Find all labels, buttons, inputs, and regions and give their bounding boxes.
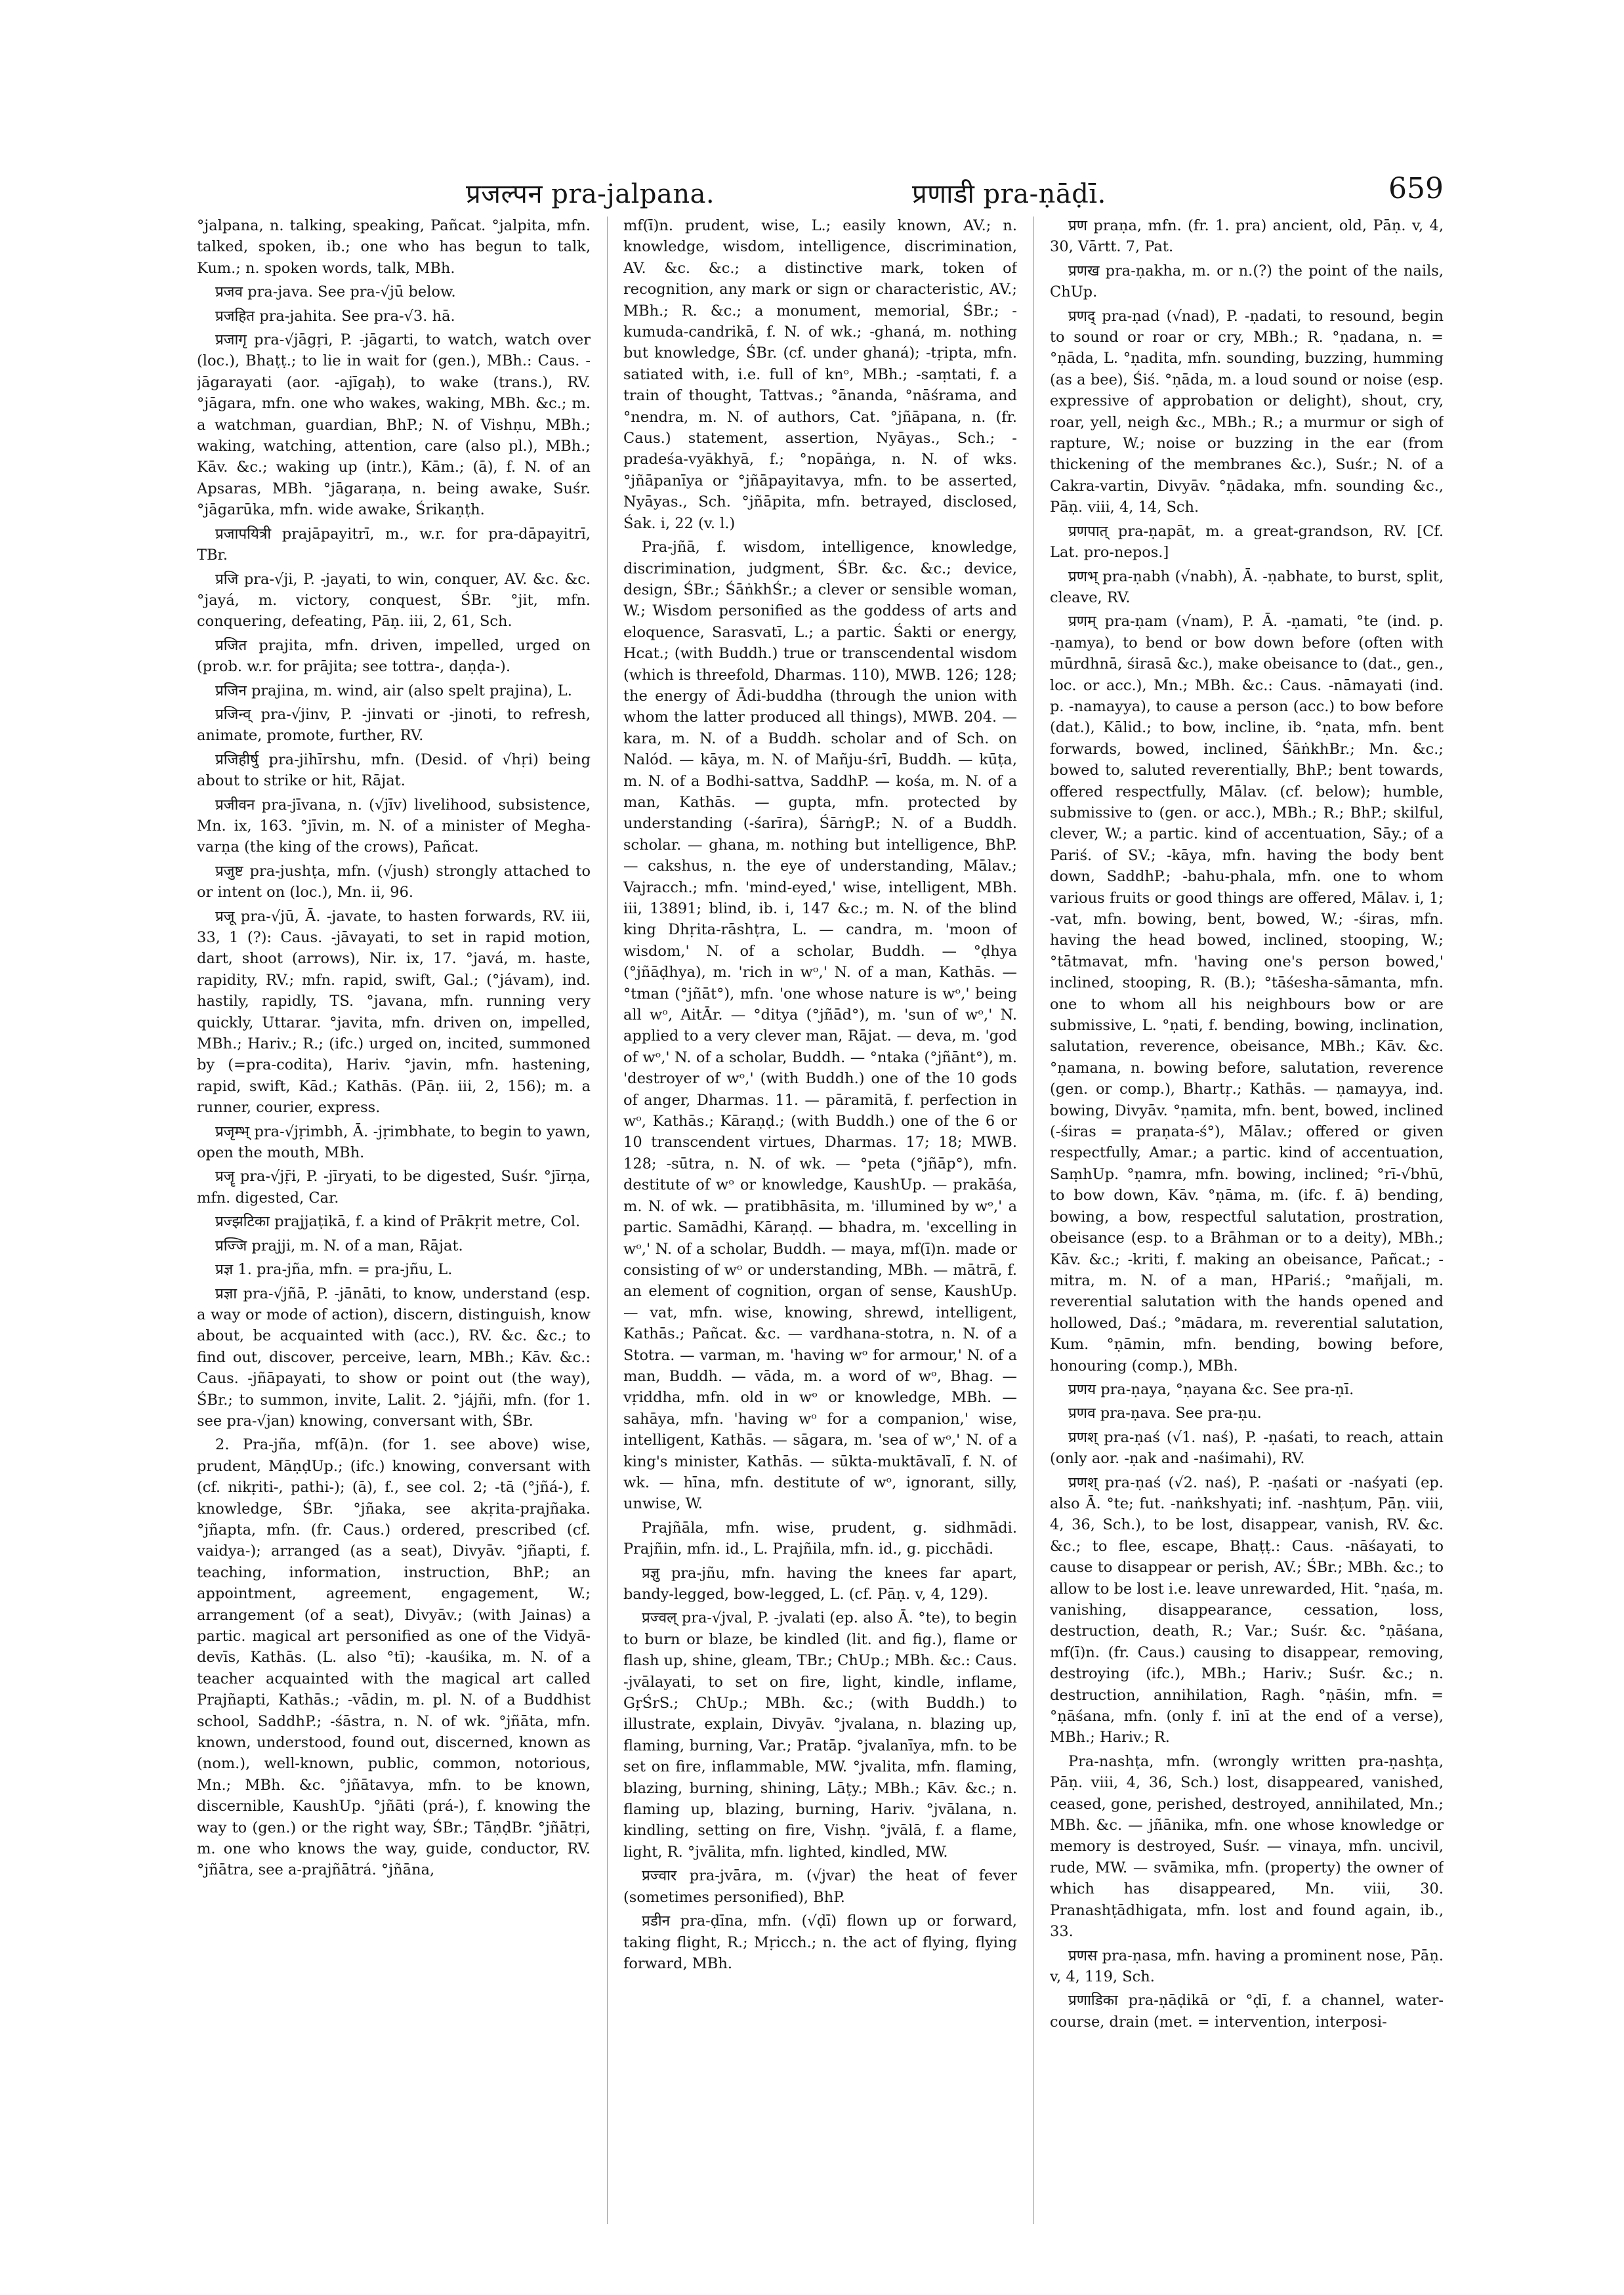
entry: प्रणख pra-ṇakha, m. or n.(?) the point of the nails, ChUp. (1050, 262, 1444, 301)
entry: Prajñāla, mfn. wise, prudent, g. sidhmādi. Prajñin, mfn. id., L. Prajñila, mfn. id., g. picchādi. (623, 1519, 1017, 1558)
entry: प्रज्जि prajji, m. N. of a man, Rājat. (215, 1237, 463, 1254)
column-1 (197, 215, 591, 2249)
running-header (197, 163, 1444, 215)
entry: प्रणभ् pra-ṇabh (√nabh), Ā. -ṇabhate, to burst, split, cleave, RV. (1050, 568, 1444, 606)
entry: प्रजीवन pra-jīvana, n. (√jīv) livelihood, subsistence, Mn. ix, 163. °jīvin, m. N. of a minister of Megha-varṇa (the king of the crows), Pañcat. (197, 796, 591, 856)
entry: प्रणम् pra-ṇam (√nam), P. Ā. -ṇamati, °te (ind. p. -ṇamya), to bend or bow down before (often with mūrdhnā, śirasā &c.), make obeisance to (dat., gen., loc. or acc.), Mn.; MBh. &c.: Caus. -nāmayati (ind. p. -namayya), to cause a person (acc.) to bow before (dat.), Kālid.; to bow, incline, ib. °ṇata, mfn. bent forwards, bowed, inclined, ŚāṅkhBr.; Mn. &c.; bowed to, saluted reverentially, BhP.; bent towards, offered respectfully, Mālav. (cf. below); humble, submissive to (gen. or acc.), MBh.; R.; BhP.; skilful, clever, W.; a partic. kind of accentuation, Sāy.; of a Pariś. of SV.; -kāya, mfn. having the body bent down, SaddhP.; -bahu-phala, mfn. one to whom various fruits or good things are offered, Mālav. i, 1; -vat, mfn. bowing, bent, bowed, W.; -śiras, mfn. having the head bowed, inclined, stooping, W.; °tātmavat, mfn. 'having one's person bowed,' inclined, stooping, R. (B.); °tāśesha-sāmanta, mfn. one to whom all his neighbours bow or are submissive, L. °ṇati, f. bending, bowing, inclination, salutation, reverence, obeisance, MBh.; Kāv. &c. °ṇamana, n. bowing before, salutation, reverence (gen. or comp.), Bhartṛ.; Kathās. — ṇamayya, ind. bowing, Divyāv. °ṇamita, mfn. bent, bowed, inclined (-śiras = praṇata-ś°), Mālav.; offered or given respectfully, Amar.; a partic. kind of accentuation, SaṃhUp. °ṇamra, mfn. bowing, inclined; °rī-√bhū, to bow down, Kāv. °ṇāma, m. (ifc. f. ā) bending, bowing, a bow, respectful salutation, prostration, obeisance (esp. to a Brāhman or to a deity), MBh.; Kāv. &c.; -kriti, f. making an obeisance, Pañcat.; -mitra, m. N. of a man, HPariś.; °mañjali, m. reverential salutation with the hands opened and hollowed, Daś.; °mādara, m. reverential salutation, Kum. °ṇāmin, mfn. bending, bowing before, honouring (comp.), MBh. (1050, 613, 1444, 1375)
entry: Pra-nashṭa, mfn. (wrongly written pra-ṇashṭa, Pāṇ. viii, 4, 36, Sch.) lost, disappeared, vanished, ceased, gone, perished, destroyed, annihilated, Mn.; MBh. &c. — jñānika, mfn. one whose knowledge or memory is destroyed, Suśr. — vinaya, mfn. uncivil, rude, MW. — svāmika, mfn. (property) the owner of which has disappeared, Mn. viii, 30. Pranashṭādhigata, mfn. lost and found again, ib., 33. (1050, 1752, 1444, 1941)
header-left-headword: प्रजल्पन pra-jalpana. (466, 179, 715, 209)
entry: °jalpana, n. talking, speaking, Pañcat. °jalpita, mfn. talked, spoken, ib.; one who has begun to talk, Kum.; n. spoken words, talk, MBh. (197, 217, 591, 277)
entry: प्रणद् pra-ṇad (√nad), P. -ṇadati, to resound, begin to sound or roar or cry, MBh.; R. °ṇadana, n. = °ṇāda, L. °ṇadita, mfn. sounding, buzzing, humming (as a bee), Śiś. °ṇāda, m. a loud sound or noise (esp. expressive of approbation or delight), shout, cry, roar, yell, neigh &c., MBh.; R.; a murmur or sigh of rapture, W.; noise or buzzing in the ear (from thickening of the membranes &c.), Suśr.; N. of a Cakra-vartin, Divyāv. °ṇādaka, mfn. sounding &c., Pāṇ. viii, 4, 14, Sch. (1050, 307, 1444, 516)
entry: प्रणय pra-ṇaya, °ṇayana &c. See pra-ṇī. (1068, 1380, 1354, 1398)
entry: mf(ī)n. prudent, wise, L.; easily known, AV.; n. knowledge, wisdom, intelligence, discrimination, AV. &c. &c.; a distinctive mark, token of recognition, any mark or sign or characteristic, AV.; MBh.; R. &c.; a monument, memorial, ŚBr.; -kumuda-candrikā, f. N. of wk.; -ghaná, m. nothing but knowledge, ŚBr. (cf. under ghaná); -tṛipta, mfn. satiated with, i.e. full of knᵒ, MBh.; -saṃtati, f. a train of thought, Tattvas.; °ānanda, °nāśrama, and °nendra, m. N. of authors, Cat. °jñāpana, n. (fr. Caus.) statement, assertion, Nyāyas., Sch.; -pradeśa-vyākhyā, f.; °nopāṅga, n. N. of wks. °jñāpanīya or °jñāpayitavya, mfn. to be asserted, Nyāyas., Sch. °jñāpita, mfn. betrayed, disclosed, Śak. i, 22 (v. l.) (623, 217, 1017, 532)
entry: Pra-jñā, f. wisdom, intelligence, knowledge, discrimination, judgment, ŚBr. &c. &c.; device, design, ŚBr.; ŚāṅkhŚr.; a clever or sensible woman, W.; Wisdom personified as the goddess of arts and eloquence, Sarasvatī, L.; a partic. Śakti or energy, Hcat.; (with Buddh.) true or transcendental wisdom (which is threefold, Dharmas. 110), MWB. 126; 128; the energy of Ādi-buddha (through the union with whom the latter produced all things), MWB. 204. — kara, m. N. of a Buddh. scholar and of Sch. on Nalód. — kāya, m. N. of Mañju-śrī, Buddh. — kūṭa, m. N. of a Bodhi-sattva, SaddhP. — kośa, m. N. of a man, Kathās. — gupta, mfn. protected by understanding (-śarīra), ŚārṅgP.; N. of a Buddh. scholar. — ghana, m. nothing but intelligence, BhP. — cakshus, n. the eye of understanding, Mālav.; Vajracch.; mfn. 'mind-eyed,' wise, intelligent, MBh. iii, 13891; blind, ib. i, 147 &c.; m. N. of the blind king Dhṛita-rāshṭra, L. — candra, m. 'moon of wisdom,' N. of a scholar, Buddh. — °ḍhya (°jñāḍhya), m. 'rich in wᵒ,' N. of a man, Kathās. — °tman (°jñāt°), mfn. 'one whose nature is wᵒ,' being all wᵒ, AitĀr. — °ditya (°jñād°), m. 'sun of wᵒ,' N. applied to a very clever man, Rājat. — deva, m. 'god of wᵒ,' N. of a scholar, Buddh. — °ntaka (°jñānt°), m. 'destroyer of wᵒ,' (with Buddh.) one of the 10 gods of anger, Dharmas. 11. — pāramitā, f. perfection in wᵒ, Kathās.; Kāraṇḍ.; (with Buddh.) one of the 6 or 10 transcendent virtues, Dharmas. 17; 18; MWB. 128; -sūtra, n. N. of wk. — °peta (°jñāp°), mfn. destitute of wᵒ or knowledge, KaushUp. — prakāśa, m. N. of wk. — pratibhāsita, m. 'illumined by wᵒ,' a partic. Samādhi, Kāraṇḍ. — bhadra, m. 'excelling in wᵒ,' N. of a scholar, Buddh. — maya, mf(ī)n. made or consisting of wᵒ or understanding, MBh. — mātrā, f. an element of cognition, organ of sense, KaushUp. — vat, mfn. wise, knowing, shrewd, intelligent, Kathās.; Pañcat. &c. — vardhana-stotra, n. N. of a Stotra. — varman, m. 'having wᵒ for armour,' N. of a man, Buddh. — vāda, m. a word of wᵒ, Bhag. — vṛiddha, mfn. old in wᵒ or knowledge, MBh. — sahāya, mfn. 'having wᵒ for a companion,' wise, intelligent, Kathās. — sāgara, m. 'sea of wᵒ,' N. of a king's minister, Kathās. — sūkta-muktāvalī, f. N. of wk. — hīna, mfn. destitute of wᵒ, ignorant, silly, unwise, W. (623, 539, 1017, 1513)
entry: प्रजापयित्री prajāpayitrī, m., w.r. for pra-dāpayitrī, TBr. (197, 525, 591, 564)
entry: प्रज्झटिका prajjaṭikā, f. a kind of Prākṛit metre, Col. (215, 1213, 581, 1231)
entry: 2. Pra-jña, mf(ā)n. (for 1. see above) wise, prudent, MāṇḍUp.; (ifc.) knowing, conversant with (cf. nikṛiti-, pathi-); (ā), f., see col. 2; -tā (°jñá-), f. knowledge, ŚBr. °jñaka, see akṛita-prajñaka. °jñapta, mfn. (fr. Caus.) ordered, prescribed (cf. vaidya-); arranged (as a seat), Divyāv. °jñapti, f. teaching, information, instruction, BhP.; an appointment, agreement, engagement, W.; arrangement (of a seat), Divyāv.; (with Jainas) a partic. magical art personified as one of the Vidyā-devīs, Kathās. (L. also °tī); -kauśika, m. N. of a teacher acquainted with the magical art called Prajñapti, Kathās.; -vādin, m. pl. N. of a Buddhist school, SaddhP.; -śāstra, n. N. of wk. °jñāta, mfn. known, understood, found out, discerned, known as (nom.), well-known, public, common, notorious, Mn.; MBh. &c. °jñātavya, mfn. to be known, discernible, KaushUp. °jñāti (prá-), f. knowing the way to (gen.) or the right way, ŚBr.; TāṇḍBr. °jñātṛi, m. one who knows the way, guide, conductor, RV. °jñātra, see a-prajñātrá. °jñāna, (197, 1436, 591, 1879)
entry: प्रज्ञु pra-jñu, mfn. having the knees far apart, bandy-legged, bow-legged, L. (cf. Pāṇ. v, 4, 129). (623, 1564, 1017, 1603)
entry: प्रणश् pra-ṇaś (√1. naś), P. -ṇaśati, to reach, attain (only aor. -ṇak and -naśimahi), RV. (1050, 1428, 1444, 1468)
entry: प्रज्ञा pra-√jñā, P. -jānāti, to know, understand (esp. a way or mode of action), discern, distinguish, know about, be acquainted with (acc.), RV. &c. &c.; to find out, discover, perceive, learn, MBh.; Kāv. &c.: Caus. -jñāpayati, to show or point out (the way), ŚBr.; to summon, invite, Lalit. 2. °jájñi, mfn. (for 1. see pra-√jan) knowing, conversant with, ŚBr. (197, 1285, 591, 1430)
entry: प्रजॄ pra-√jṝi, P. -jīryati, to be digested, Suśr. °jīrṇa, mfn. digested, Car. (197, 1168, 591, 1207)
entry: प्रजिन्व् pra-√jinv, P. -jinvati or -jinoti, to refresh, animate, promote, further, RV. (197, 705, 591, 745)
entry: प्रज्ञ 1. pra-jña, mfn. = pra-jñu, L. (215, 1261, 453, 1279)
entry: प्रणाडिका pra-ṇāḍikā or °ḍī, f. a channel, water-course, drain (met. = intervention, interposi- (1050, 1992, 1444, 2031)
header-right-headword: प्रणाडी pra-ṇāḍī. (912, 179, 1106, 209)
column-3 (1050, 215, 1444, 2249)
entry: प्रज्वल् pra-√jval, P. -jvalati (ep. also Ā. °te), to begin to burn or blaze, be kindled (lit. and fig.), flame or flash up, shine, gleam, TBr.; ChUp.; MBh. &c.: Caus. -jvālayati, to set on fire, light, kindle, inflame, GṛŚrS.; ChUp.; MBh. &c.; (with Buddh.) to illustrate, explain, Divyāv. °jvalana, n. blazing up, flaming, burning, Var.; Pratāp. °jvalanīya, mfn. to be set on fire, inflammable, MW. °jvalita, mfn. flaming, blazing, burning, shining, Lāṭy.; MBh.; Kāv. &c.; n. flaming up, blazing, burning, Hariv. °jvālana, n. kindling, setting on fire, Vishṇ. °jvālā, f. a flame, light, R. °jvālita, mfn. lighted, kindled, MW. (623, 1609, 1017, 1861)
entry: प्रजृम्भ् pra-√jṛimbh, Ā. -jṛimbhate, to begin to yawn, open the mouth, MBh. (197, 1123, 591, 1162)
entry: प्रजहित pra-jahita. See pra-√3. hā. (215, 307, 455, 325)
entry: प्रजि pra-√ji, P. -jayati, to win, conquer, AV. &c. &c. °jayá, m. victory, conquest, ŚBr. °jit, mfn. conquering, defeating, Pāṇ. iii, 2, 61, Sch. (197, 570, 591, 631)
entry: प्रजू pra-√jū, Ā. -javate, to hasten forwards, RV. iii, 33, 1 (?): Caus. -jāvayati, to set in rapid motion, dart, shoot (arrows), Nir. ix, 17. °javá, m. haste, rapidity, RV.; mfn. rapid, swift, Gal.; (°jávam), ind. hastily, rapidly, TS. °javana, mfn. running very quickly, Uttarar. °javita, mfn. driven on, impelled, MBh.; Hariv.; R.; (ifc.) urged on, incited, summoned by (=pra-codita), Hariv. °javin, mfn. hastening, rapid, swift, Kād.; Kathās. (Pāṇ. iii, 2, 156); m. a runner, courier, express. (197, 907, 591, 1117)
entry: प्रणश् pra-ṇaś (√2. naś), P. -ṇaśati or -naśyati (ep. also Ā. °te; fut. -naṅkshyati; inf. -nashṭum, Pāṇ. viii, 4, 36, Sch.), to be lost, disappear, vanish, RV. &c. &c.; to flee, escape, Bhaṭṭ.: Caus. -nāśayati, to cause to disappear or perish, AV.; ŚBr.; MBh. &c.; to allow to be lost i.e. leave unrewarded, Hit. °ṇaśa, m. vanishing, disappearance, cessation, loss, destruction, death, R.; Var.; Suśr. &c. °ṇāśana, mf(ī)n. (fr. Caus.) causing to disappear, removing, destroying (ifc.), MBh.; Hariv.; Suśr. &c.; n. destruction, annihilation, Ragh. °ṇāśin, mfn. = °ṇāśana, mfn. (only f. inī at the end of a verse), MBh.; Hariv.; R. (1050, 1474, 1444, 1747)
page-number: 659 (1388, 172, 1444, 205)
entry: प्रजागृ pra-√jāgṛi, P. -jāgarti, to watch, watch over (loc.), Bhaṭṭ.; to lie in wait for (gen.), MBh.: Caus. -jāgarayati (aor. -ajīgaḥ), to wake (trans.), RV. °jāgara, mfn. one who wakes, waking, MBh. &c.; m. a watchman, guardian, BhP.; N. of Vishṇu, MBh.; waking, watching, attention, care (also pl.), MBh.; Kāv. &c.; waking up (intr.), Kām.; (ā), f. N. of an Apsaras, MBh. °jāgaraṇa, n. being awake, Suśr. °jāgarūka, mfn. wide awake, Śrikaṇṭh. (197, 331, 591, 519)
entry: प्रजिन prajina, m. wind, air (also spelt prajina), L. (215, 682, 572, 699)
entry: प्रजव pra-java. See pra-√jū below. (215, 283, 456, 301)
entry: प्रज्वार pra-jvāra, m. (√jvar) the heat of fever (sometimes personified), BhP. (623, 1867, 1017, 1906)
entry: प्रडीन pra-ḍīna, mfn. (√ḍī) flown up or forward, taking flight, R.; Mṛicch.; n. the act of flying, flying forward, MBh. (623, 1912, 1017, 1972)
text-columns (197, 215, 1444, 2249)
entry: प्रणस pra-ṇasa, mfn. having a prominent nose, Pāṇ. v, 4, 119, Sch. (1050, 1947, 1444, 1985)
entry: प्रण praṇa, mfn. (fr. 1. pra) ancient, old, Pāṇ. v, 4, 30, Vārtt. 7, Pat. (1050, 217, 1444, 256)
entry: प्रजुष्ट pra-jushṭa, mfn. (√jush) strongly attached to or intent on (loc.), Mn. ii, 96. (197, 862, 591, 901)
entry: प्रजित prajita, mfn. driven, impelled, urged on (prob. w.r. for prājita; see tottra-, daṇḍa-). (197, 636, 591, 676)
entry: प्रणव pra-ṇava. See pra-ṇu. (1068, 1405, 1262, 1422)
entry: प्रजिहीर्षु pra-jihīrshu, mfn. (Desid. of √hṛi) being about to strike or hit, Rājat. (197, 751, 591, 790)
column-2 (623, 215, 1017, 2249)
entry: प्रणपात् pra-ṇapāt, m. a great-grandson, RV. [Cf. Lat. pro-nepos.] (1050, 522, 1444, 562)
